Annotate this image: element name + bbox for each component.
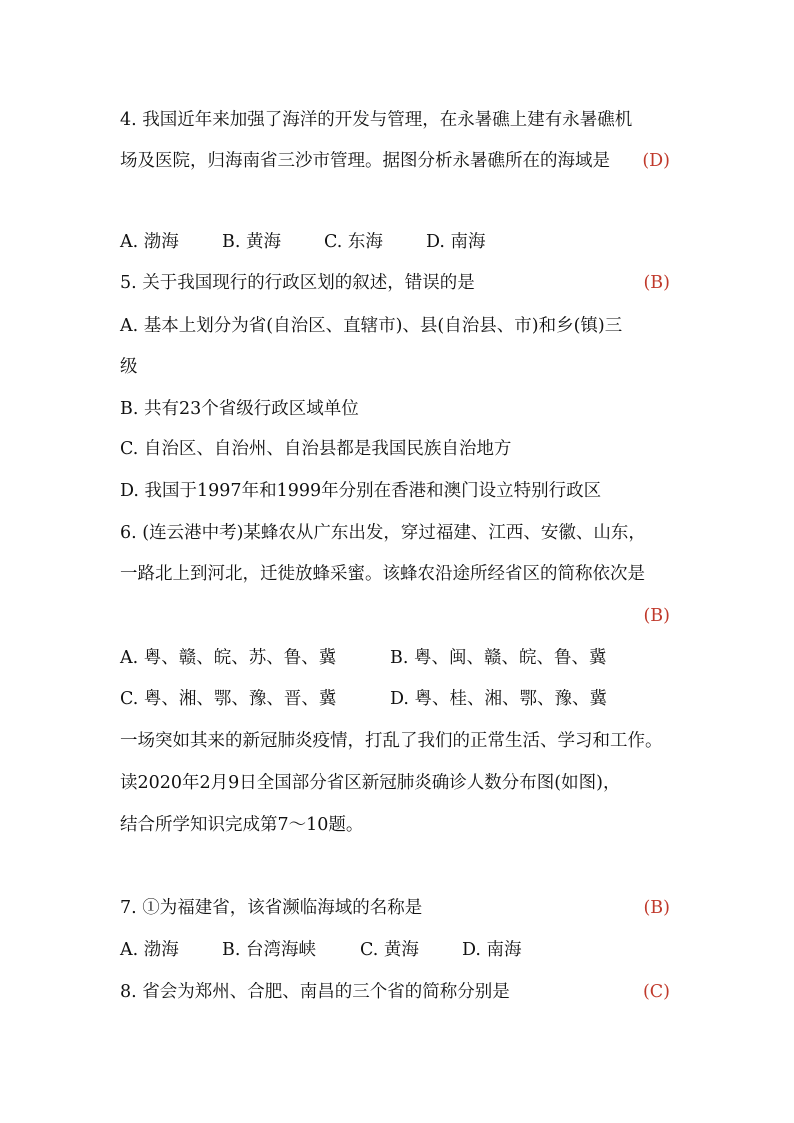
- q5-option-a-line1: A. 基本上划分为省(自治区、直辖市)、县(自治县、市)和乡(镇)三: [120, 316, 623, 336]
- q7-answer: (B): [643, 898, 670, 918]
- q8-answer: (C): [642, 982, 670, 1002]
- q5-option-c: C. 自治区、自治州、自治县都是我国民族自治地方: [120, 439, 512, 459]
- q7-option-b: B. 台湾海峡: [222, 940, 316, 960]
- intro-line3: 结合所学知识完成第7～10题。: [120, 815, 364, 835]
- q8-stem: 8. 省会为郑州、合肥、南昌的三个省的简称分别是: [120, 982, 510, 1002]
- q7-option-c: C. 黄海: [360, 940, 419, 960]
- q4-option-a: A. 渤海: [120, 232, 179, 252]
- q6-option-d: D. 粤、桂、湘、鄂、豫、冀: [390, 689, 608, 709]
- q4-stem-line1: 4. 我国近年来加强了海洋的开发与管理，在永暑礁上建有永暑礁机: [120, 110, 633, 130]
- q7-option-a: A. 渤海: [120, 940, 179, 960]
- intro-line1: 一场突如其来的新冠肺炎疫情，打乱了我们的正常生活、学习和工作。: [120, 731, 663, 751]
- q5-stem: 5. 关于我国现行的行政区划的叙述，错误的是: [120, 273, 475, 293]
- q4-option-b: B. 黄海: [222, 232, 281, 252]
- q6-option-a: A. 粤、赣、皖、苏、鲁、冀: [120, 648, 337, 668]
- q5-option-b: B. 共有23个省级行政区域单位: [120, 399, 359, 419]
- q6-stem-line2: 一路北上到河北，迁徙放蜂采蜜。该蜂农沿途所经省区的简称依次是: [120, 564, 645, 584]
- q7-stem: 7. ①为福建省，该省濒临海域的名称是: [120, 898, 423, 918]
- q6-options-row2: [120, 687, 607, 711]
- q6-option-b: B. 粤、闽、赣、皖、鲁、冀: [390, 648, 607, 668]
- q6-answer: (B): [643, 606, 670, 626]
- q5-option-d: D. 我国于1997年和1999年分别在香港和澳门设立特别行政区: [120, 481, 602, 501]
- q6-options-row1: [120, 646, 607, 670]
- q4-answer: (D): [642, 151, 670, 171]
- q6-option-c: C. 粤、湘、鄂、豫、晋、冀: [120, 689, 337, 709]
- q5-answer: (B): [643, 273, 670, 293]
- q6-stem-line1: 6. (连云港中考)某蜂农从广东出发，穿过福建、江西、安徽、山东，: [120, 523, 646, 543]
- q4-option-c: C. 东海: [324, 232, 383, 252]
- q4-option-d: D. 南海: [426, 232, 486, 252]
- q7-options: [120, 938, 522, 962]
- q7-option-d: D. 南海: [462, 940, 522, 960]
- q4-stem-line2: 场及医院，归海南省三沙市管理。据图分析永暑礁所在的海域是: [120, 151, 610, 171]
- q4-options: [120, 230, 486, 254]
- q5-option-a-line2: 级: [120, 357, 138, 377]
- intro-line2: 读2020年2月9日全国部分省区新冠肺炎确诊人数分布图(如图)，: [120, 773, 621, 793]
